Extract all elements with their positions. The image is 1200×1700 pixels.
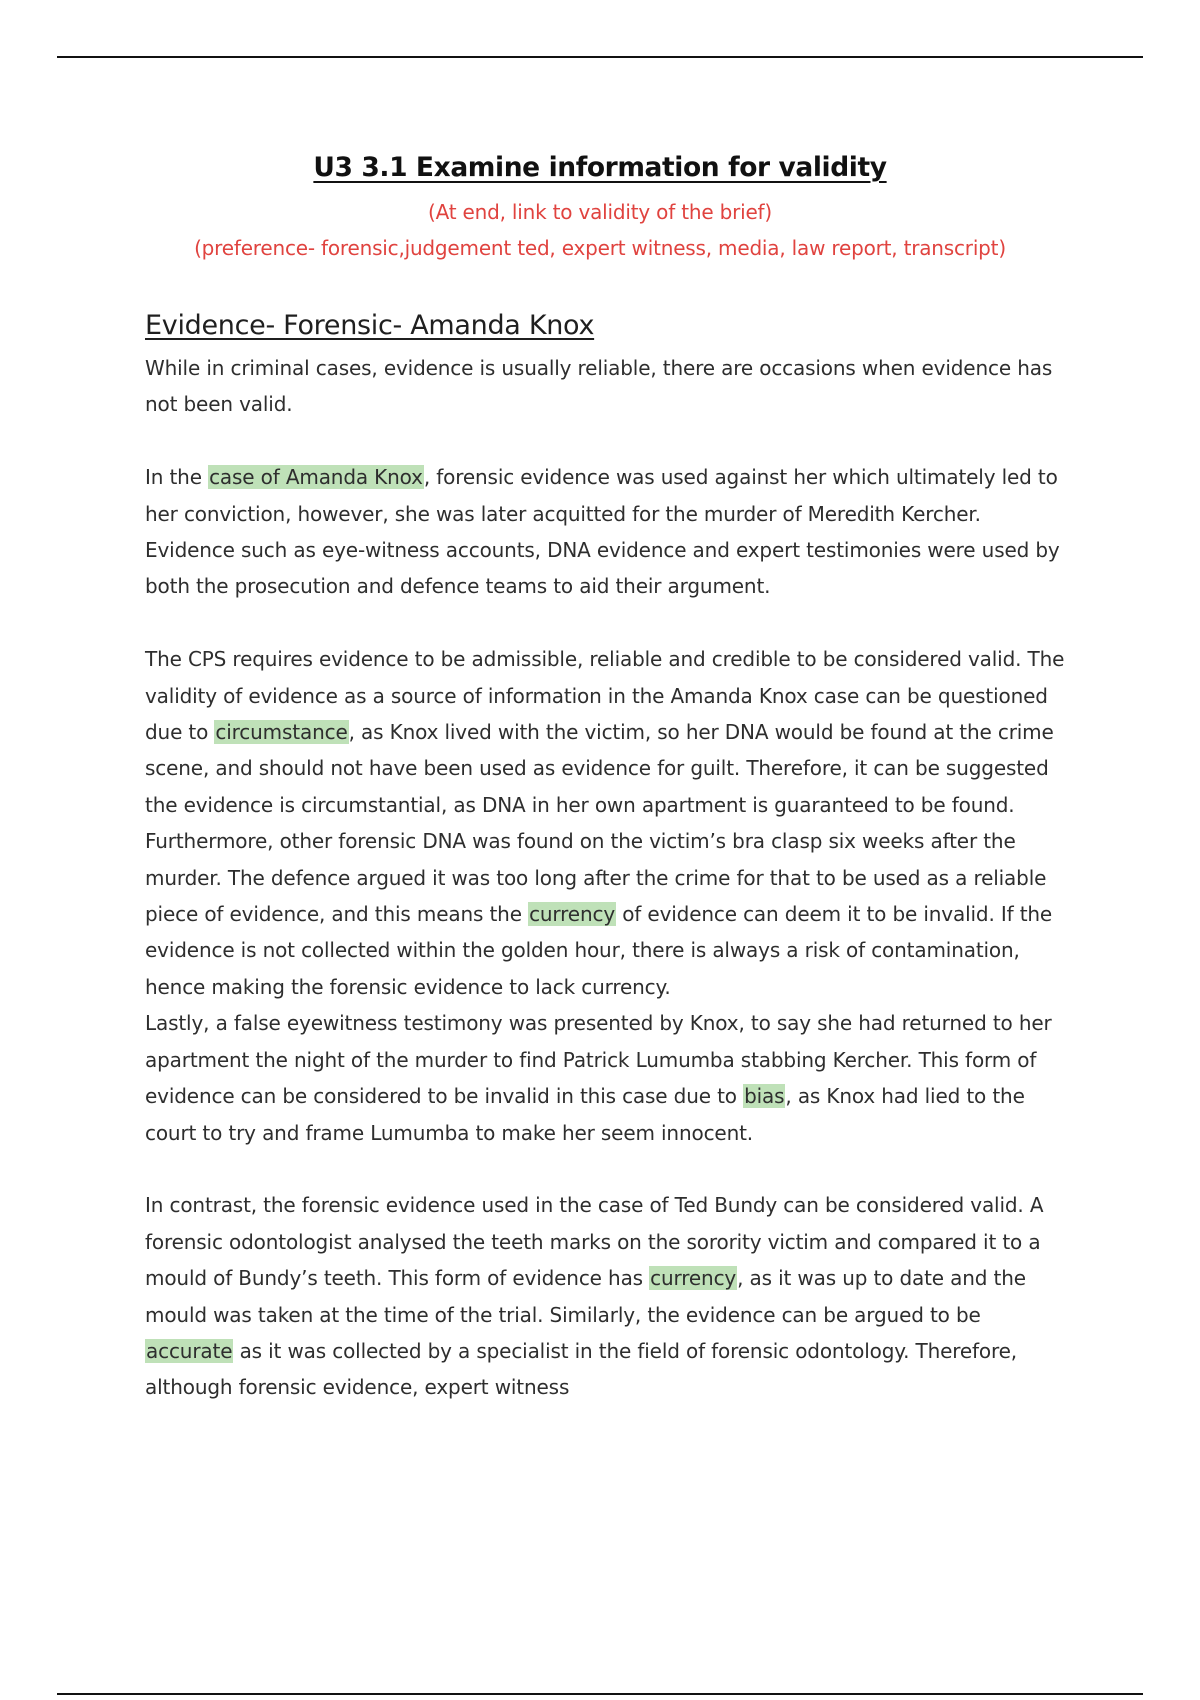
top-rule <box>57 56 1143 58</box>
paragraph-intro-text: While in criminal cases, evidence is usually reliable, there are occasions when evidence has not been valid. <box>145 356 1053 417</box>
text-run: Furthermore, other forensic DNA was found on the victim’s bra clasp six weeks after the murder. The defence argued it was too long after the crime for that to be used as a reliable piece of evidence, and this means the <box>145 829 1047 927</box>
text-run: as it was collected by a specialist in the field of forensic odontology. Therefore, although forensic evidence, expert witness <box>145 1338 1018 1400</box>
highlight-case-of-amanda-knox: case of Amanda Knox <box>209 465 423 490</box>
document-title: U3 3.1 Examine information for validity <box>313 152 887 183</box>
highlight-currency: currency <box>529 902 616 927</box>
paragraph-gap <box>145 423 1065 459</box>
text-run: Lastly, a false eyewitness testimony was presented by Knox, to say she had returned to her apartment the night of the murder to find Patrick Lumumba stabbing Kercher. This form of evidence can be considered to be invalid in this case due to <box>145 1011 1052 1109</box>
section-heading: Evidence- Forensic- Amanda Knox <box>145 310 595 341</box>
highlight-bias: bias <box>744 1084 785 1109</box>
paragraph-cps-validity <box>145 641 1065 823</box>
note-brief-link: (At end, link to validity of the brief) <box>427 200 773 224</box>
text-run: , forensic evidence was used against her which ultimately led to her conviction, however, she was later acquitted for the murder of Meredith Kercher. Evidence such as eye-witness accounts, DNA evidence and expert testimonies were used by both the prosecution and defence teams to aid their argument. <box>145 465 1060 599</box>
text-run: of evidence can deem it to be invalid. If the evidence is not collected within the golden hour, there is always a risk of contamination, hence making the forensic evidence to lack currency. <box>145 902 1053 999</box>
text-run: In contrast, the forensic evidence used in the case of Ted Bundy can be considered valid. A forensic odontologist analysed the teeth marks on the sorority victim and compared it to a mould of Bundy’s teeth. This form of evidence has <box>145 1193 1044 1291</box>
document-body <box>145 350 1065 1406</box>
text-run: , as Knox had lied to the court to try and frame Lumumba to make her seem innocent. <box>145 1084 1025 1145</box>
highlight-accurate: accurate <box>146 1338 233 1363</box>
paragraph-furthermore <box>145 823 1065 1005</box>
paragraph-ted-bundy <box>145 1187 1065 1405</box>
text-run: , as it was up to date and the mould was taken at the time of the trial. Similarly, the evidence can be argued to be <box>145 1266 1026 1327</box>
highlight-circumstance: circumstance <box>215 720 348 745</box>
text-run: , as Knox lived with the victim, so her DNA would be found at the crime scene, and should not have been used as evidence for guilt. Therefore, it can be suggested the evidence is circumstantial, as DNA in her own apartment is guaranteed to be found. <box>145 720 1054 817</box>
paragraph-gap <box>145 605 1065 641</box>
paragraph-gap <box>145 1151 1065 1187</box>
text-run: In the <box>145 465 209 490</box>
paragraph-knox-case <box>145 459 1065 605</box>
note-preferences: (preference- forensic,judgement ted, expert witness, media, law report, transcript) <box>194 236 1006 260</box>
paragraph-lastly <box>145 1005 1065 1151</box>
text-run: The CPS requires evidence to be admissible, reliable and credible to be considered valid. The validity of evidence as a source of information in the Amanda Knox case can be questioned due to <box>145 647 1065 745</box>
paragraph-intro <box>145 350 1065 423</box>
bottom-rule <box>57 1693 1143 1695</box>
highlight-currency-bundy: currency <box>650 1266 737 1291</box>
